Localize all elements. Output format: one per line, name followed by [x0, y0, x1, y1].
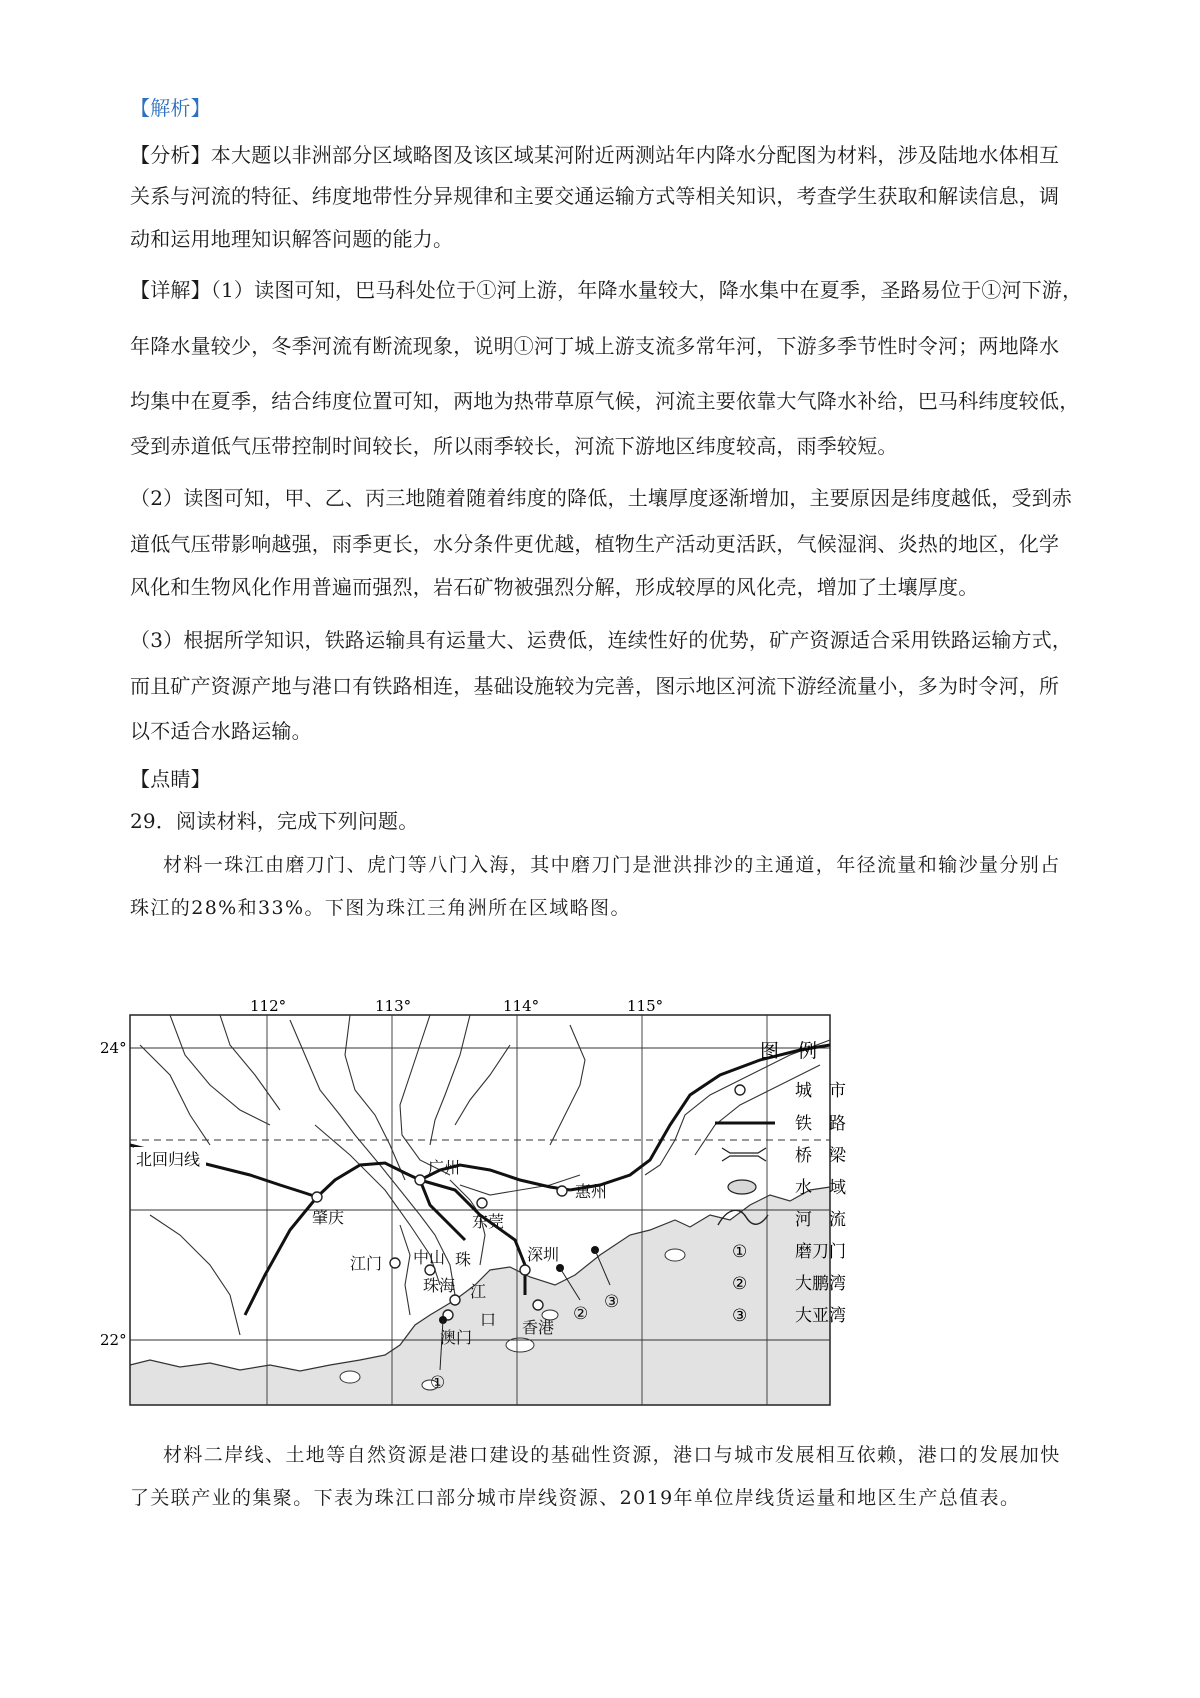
legend-bridge-label: 桥 梁 — [795, 1146, 846, 1166]
legend-city-symbol — [735, 1085, 745, 1095]
label-shenzhen: 深圳 — [527, 1245, 560, 1264]
legend-title: 图 例 — [760, 1040, 818, 1062]
lat-label-24: 24° — [100, 1039, 127, 1057]
tropic-label: 北回归线 — [136, 1150, 201, 1169]
city-dongguan-marker — [477, 1198, 487, 1208]
label-hongkong: 香港 — [522, 1318, 555, 1337]
label-dongguan: 东莞 — [472, 1212, 505, 1231]
legend-city-label: 城 市 — [795, 1081, 846, 1101]
material1-line-2: 珠江的28%和33%。下图为珠江三角洲所在区域略图。 — [130, 897, 631, 919]
part2-line-2: 道低气压带影响越强，雨季更长，水分条件更优越，植物生产活动更活跃，气候湿润、炎热的地区，化学 — [130, 532, 1060, 556]
island — [665, 1249, 685, 1261]
fenxi-line-3: 动和运用地理知识解答问题的能力。 — [130, 227, 454, 251]
part2-line-1: （2）读图可知，甲、乙、丙三地随着随着纬度的降低，土壤厚度逐渐增加，主要原因是纬度越低，受到赤 — [130, 486, 1073, 510]
part3-line-2: 而且矿产资源产地与港口有铁路相连，基础设施较为完善，图示地区河流下游经流量小，多为时令河，所 — [130, 674, 1060, 698]
legend-dayawan-label: 大亚湾 — [795, 1306, 846, 1326]
city-shenzhen-marker — [520, 1265, 530, 1275]
marker-3: ③ — [604, 1292, 620, 1312]
legend-panel — [710, 1035, 910, 1435]
fenxi-line-1: 【分析】本大题以非洲部分区域略图及该区域某河附近两测站年内降水分配图为材料，涉及陆地水体相互 — [130, 143, 1060, 167]
label-zhongshan: 中山 — [413, 1248, 446, 1267]
question-29: 29．阅读材料，完成下列问题。 — [130, 809, 419, 833]
material1-line-1: 材料一珠江由磨刀门、虎门等八门入海，其中磨刀门是泄洪排沙的主通道，年径流量和输沙量分别占 — [163, 854, 1061, 876]
xiangjie-line-3: 均集中在夏季，结合纬度位置可知，两地为热带草原气候，河流主要依靠大气降水补给，巴马科纬度较低， — [130, 389, 1080, 413]
lon-label-114: 114° — [503, 997, 540, 1015]
lon-label-113: 113° — [375, 997, 412, 1015]
material2-line-2: 了关联产业的集聚。下表为珠江口部分城市岸线资源、2019年单位岸线货运量和地区生产总值表。 — [130, 1487, 1021, 1509]
legend-dapengwan-label: 大鹏湾 — [795, 1274, 846, 1294]
label-guangzhou: 广州 — [428, 1158, 461, 1177]
xiangjie-line-4: 受到赤道低气压带控制时间较长，所以雨季较长，河流下游地区纬度较高，雨季较短。 — [130, 434, 898, 458]
legend-water-label: 水 域 — [795, 1178, 846, 1198]
city-jiangmen-marker — [390, 1258, 400, 1268]
lon-label-115: 115° — [627, 997, 664, 1015]
legend-marker-2: ② — [732, 1274, 748, 1294]
label-macao: 澳门 — [440, 1328, 473, 1347]
legend-modaomen-label: 磨刀门 — [795, 1242, 846, 1262]
city-zhuhai-marker — [450, 1295, 460, 1305]
part3-line-1: （3）根据所学知识，铁路运输具有运量大、运费低，连续性好的优势，矿产资源适合采用铁路运输方式， — [130, 628, 1073, 652]
material2-line-1: 材料二岸线、土地等自然资源是港口建设的基础性资源，港口与城市发展相互依赖，港口的发展加快 — [163, 1444, 1061, 1466]
city-zhaoqing-marker — [312, 1192, 322, 1202]
city-huizhou-marker — [557, 1186, 567, 1196]
dianjing-header: 【点睛】 — [130, 767, 211, 791]
label-jiangmen: 江门 — [350, 1254, 383, 1273]
part2-line-3: 风化和生物风化作用普遍而强烈，岩石矿物被强烈分解，形成较厚的风化壳，增加了土壤厚度。 — [130, 575, 979, 599]
lat-label-22: 22° — [100, 1331, 127, 1349]
label-zhaoqing: 肇庆 — [312, 1208, 345, 1227]
lon-label-112: 112° — [250, 997, 287, 1015]
label-huizhou: 惠州 — [575, 1182, 608, 1201]
legend-marker-1: ① — [732, 1242, 748, 1262]
legend-railway-label: 铁 路 — [795, 1114, 846, 1134]
label-zhuhai: 珠海 — [423, 1276, 456, 1295]
island — [340, 1371, 360, 1383]
city-guangzhou-marker — [415, 1175, 425, 1185]
legend-river-symbol — [718, 1210, 768, 1225]
xiangjie-line-1: 【详解】（1）读图可知，巴马科处位于①河上游，年降水量较大，降水集中在夏季，圣路易位于①河下游， — [130, 278, 1083, 302]
legend-bridge-symbol — [722, 1148, 766, 1161]
label-river-jiang: 江 — [470, 1282, 487, 1301]
analysis-header: 【解析】 — [130, 96, 211, 120]
xiangjie-line-2: 年降水量较少，冬季河流有断流现象，说明①河丁城上游支流多常年河，下游多季节性时令河；两地降水 — [130, 334, 1060, 358]
legend-water-symbol — [728, 1180, 756, 1194]
part3-line-3: 以不适合水路运输。 — [130, 719, 312, 743]
marker-2: ② — [573, 1304, 589, 1324]
legend-river-label: 河 流 — [795, 1210, 846, 1230]
label-river-zhu: 珠 — [455, 1250, 472, 1269]
legend-marker-3: ③ — [732, 1306, 748, 1326]
fenxi-line-2: 关系与河流的特征、纬度地带性分异规律和主要交通运输方式等相关知识，考查学生获取和解读信息，调 — [130, 184, 1060, 208]
label-river-kou: 口 — [480, 1310, 497, 1329]
marker-1: ① — [430, 1373, 446, 1393]
city-hongkong-marker — [533, 1300, 543, 1310]
